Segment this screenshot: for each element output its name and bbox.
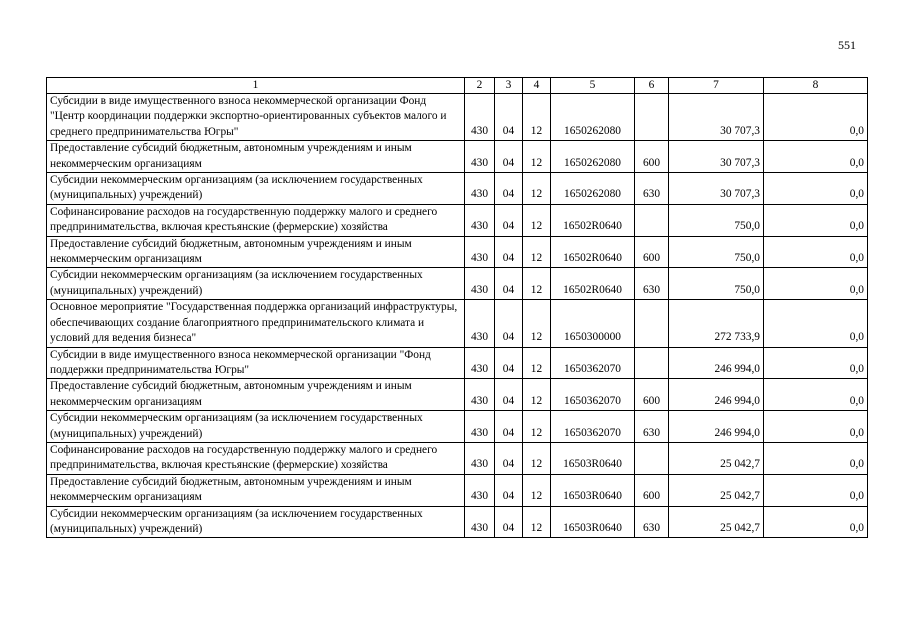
admin-code-cell: 430 [465,506,495,538]
target-item-cell: 1650300000 [551,300,635,347]
table-row [47,300,868,347]
amount-second-cell: 0,0 [764,94,868,141]
expense-name-cell: Субсидии некоммерческим организациям (за исключением государственных (муниципальных) учреждений) [47,173,465,205]
subsection-code-cell: 12 [523,379,551,411]
admin-code-cell: 430 [465,379,495,411]
amount-second-cell: 0,0 [764,173,868,205]
expense-name-cell: Предоставление субсидий бюджетным, автономным учреждениям и иным некоммерческим организациям [47,141,465,173]
subsection-code-cell: 12 [523,204,551,236]
amount-cell: 272 733,9 [669,300,764,347]
amount-cell: 750,0 [669,268,764,300]
admin-code-cell: 430 [465,411,495,443]
expense-type-cell [635,94,669,141]
target-item-cell: 16503R0640 [551,474,635,506]
amount-second-cell: 0,0 [764,268,868,300]
admin-code-cell: 430 [465,236,495,268]
expense-name-cell: Субсидии некоммерческим организациям (за исключением государственных (муниципальных) учреждений) [47,268,465,300]
expense-name-cell: Софинансирование расходов на государственную поддержку малого и среднего предпринимательства, включая крестьянские (фермерские) хозяйства [47,204,465,236]
expense-type-cell [635,204,669,236]
column-header: 3 [495,78,523,94]
expense-type-cell: 630 [635,411,669,443]
section-code-cell: 04 [495,268,523,300]
table-row [47,173,868,205]
expense-type-cell [635,300,669,347]
table-row [47,204,868,236]
column-header: 4 [523,78,551,94]
admin-code-cell: 430 [465,268,495,300]
amount-cell: 750,0 [669,236,764,268]
target-item-cell: 1650262080 [551,173,635,205]
amount-second-cell: 0,0 [764,442,868,474]
table-row [47,474,868,506]
expense-name-cell: Субсидии некоммерческим организациям (за исключением государственных (муниципальных) учреждений) [47,411,465,443]
amount-second-cell: 0,0 [764,236,868,268]
amount-cell: 25 042,7 [669,474,764,506]
target-item-cell: 1650362070 [551,379,635,411]
section-code-cell: 04 [495,474,523,506]
subsection-code-cell: 12 [523,94,551,141]
expense-name-cell: Основное мероприятие "Государственная поддержка организаций инфраструктуры, обеспечивающих создание благоприятного предпринимательского климата и условий для ведения бизнеса" [47,300,465,347]
target-item-cell: 16502R0640 [551,236,635,268]
table-row [47,141,868,173]
subsection-code-cell: 12 [523,300,551,347]
section-code-cell: 04 [495,379,523,411]
amount-cell: 25 042,7 [669,506,764,538]
expense-name-cell: Софинансирование расходов на государственную поддержку малого и среднего предпринимательства, включая крестьянские (фермерские) хозяйства [47,442,465,474]
section-code-cell: 04 [495,300,523,347]
page-number: 551 [838,38,856,52]
section-code-cell: 04 [495,141,523,173]
target-item-cell: 16502R0640 [551,268,635,300]
admin-code-cell: 430 [465,300,495,347]
admin-code-cell: 430 [465,141,495,173]
admin-code-cell: 430 [465,474,495,506]
expense-type-cell: 600 [635,379,669,411]
amount-cell: 25 042,7 [669,442,764,474]
admin-code-cell: 430 [465,94,495,141]
subsection-code-cell: 12 [523,268,551,300]
expense-type-cell [635,347,669,379]
table-row [47,94,868,141]
amount-cell: 246 994,0 [669,347,764,379]
admin-code-cell: 430 [465,204,495,236]
amount-second-cell: 0,0 [764,411,868,443]
table-row [47,411,868,443]
section-code-cell: 04 [495,173,523,205]
amount-second-cell: 0,0 [764,347,868,379]
expense-name-cell: Предоставление субсидий бюджетным, автономным учреждениям и иным некоммерческим организациям [47,379,465,411]
expense-type-cell: 600 [635,236,669,268]
amount-second-cell: 0,0 [764,379,868,411]
target-item-cell: 1650362070 [551,347,635,379]
column-header: 7 [669,78,764,94]
amount-second-cell: 0,0 [764,474,868,506]
expense-name-cell: Субсидии некоммерческим организациям (за исключением государственных (муниципальных) учреждений) [47,506,465,538]
expense-name-cell: Субсидии в виде имущественного взноса некоммерческой организации "Фонд поддержки предпринимательства Югры" [47,347,465,379]
amount-cell: 30 707,3 [669,141,764,173]
subsection-code-cell: 12 [523,442,551,474]
expense-name-cell: Субсидии в виде имущественного взноса некоммерческой организации Фонд "Центр координации поддержки экспортно-ориентированных субъектов малого и среднего предпринимательства Югры" [47,94,465,141]
expense-type-cell: 600 [635,474,669,506]
column-header: 8 [764,78,868,94]
section-code-cell: 04 [495,236,523,268]
subsection-code-cell: 12 [523,236,551,268]
column-header: 6 [635,78,669,94]
amount-cell: 30 707,3 [669,173,764,205]
subsection-code-cell: 12 [523,506,551,538]
section-code-cell: 04 [495,347,523,379]
expense-type-cell [635,442,669,474]
target-item-cell: 16503R0640 [551,442,635,474]
amount-second-cell: 0,0 [764,204,868,236]
table-row [47,506,868,538]
target-item-cell: 1650262080 [551,141,635,173]
target-item-cell: 1650362070 [551,411,635,443]
budget-table [46,77,868,538]
admin-code-cell: 430 [465,347,495,379]
subsection-code-cell: 12 [523,141,551,173]
subsection-code-cell: 12 [523,347,551,379]
column-header: 2 [465,78,495,94]
section-code-cell: 04 [495,506,523,538]
admin-code-cell: 430 [465,442,495,474]
expense-type-cell: 630 [635,173,669,205]
amount-second-cell: 0,0 [764,506,868,538]
expense-type-cell: 600 [635,141,669,173]
expense-name-cell: Предоставление субсидий бюджетным, автономным учреждениям и иным некоммерческим организациям [47,474,465,506]
amount-cell: 30 707,3 [669,94,764,141]
amount-cell: 246 994,0 [669,411,764,443]
section-code-cell: 04 [495,411,523,443]
section-code-cell: 04 [495,204,523,236]
section-code-cell: 04 [495,442,523,474]
table-row [47,236,868,268]
amount-second-cell: 0,0 [764,300,868,347]
table-row [47,268,868,300]
admin-code-cell: 430 [465,173,495,205]
amount-second-cell: 0,0 [764,141,868,173]
expense-type-cell: 630 [635,506,669,538]
subsection-code-cell: 12 [523,411,551,443]
table-row [47,442,868,474]
amount-cell: 750,0 [669,204,764,236]
table-row [47,379,868,411]
section-code-cell: 04 [495,94,523,141]
table-header-row [47,78,868,94]
column-header: 5 [551,78,635,94]
column-header: 1 [47,78,465,94]
table-row [47,347,868,379]
expense-name-cell: Предоставление субсидий бюджетным, автономным учреждениям и иным некоммерческим организациям [47,236,465,268]
target-item-cell: 16502R0640 [551,204,635,236]
target-item-cell: 16503R0640 [551,506,635,538]
subsection-code-cell: 12 [523,173,551,205]
expense-type-cell: 630 [635,268,669,300]
subsection-code-cell: 12 [523,474,551,506]
amount-cell: 246 994,0 [669,379,764,411]
target-item-cell: 1650262080 [551,94,635,141]
